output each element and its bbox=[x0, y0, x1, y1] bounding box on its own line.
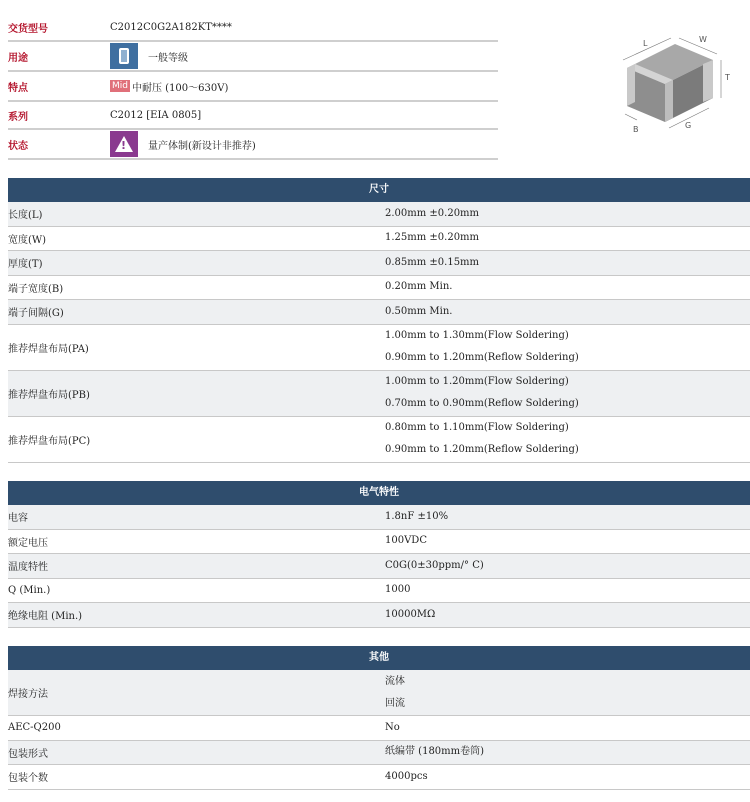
row-label: 电容 bbox=[8, 513, 28, 525]
row-label: 推荐焊盘布局(PA) bbox=[8, 343, 89, 355]
row-label: 厚度(T) bbox=[8, 259, 43, 271]
row-value: 1.8nF ±10% bbox=[385, 510, 449, 522]
row-value: 1.00mm to 1.20mm(Flow Soldering) bbox=[385, 376, 569, 387]
row-label: AEC-Q200 bbox=[8, 722, 61, 734]
row-label: 包装个数 bbox=[8, 773, 48, 785]
row-label: 宽度(W) bbox=[8, 234, 47, 246]
table-row bbox=[8, 251, 750, 276]
chip-terminal-left-front bbox=[627, 64, 635, 106]
info-row-status bbox=[8, 130, 498, 160]
table-row bbox=[8, 227, 750, 252]
table-row bbox=[8, 716, 750, 741]
table-row bbox=[8, 371, 750, 417]
row-value: 0.20mm Min. bbox=[385, 281, 453, 293]
part-number-label: 交货型号 bbox=[8, 23, 48, 35]
row-value: C0G(0±30ppm/° C) bbox=[385, 559, 484, 571]
row-values bbox=[385, 603, 750, 627]
table-row bbox=[8, 505, 750, 530]
table-row bbox=[8, 417, 750, 463]
row-values bbox=[385, 417, 750, 462]
row-values bbox=[385, 227, 750, 251]
dimensions-title: 尺寸 bbox=[8, 178, 750, 202]
row-values bbox=[385, 530, 750, 554]
info-row-usage bbox=[8, 42, 498, 72]
row-label: 包装形式 bbox=[8, 748, 48, 760]
warning-icon bbox=[110, 131, 138, 157]
row-value: 0.70mm to 0.90mm(Reflow Soldering) bbox=[385, 398, 579, 409]
row-value: 0.80mm to 1.10mm(Flow Soldering) bbox=[385, 422, 569, 433]
dimensions-table bbox=[8, 178, 750, 463]
dim-label-l: L bbox=[643, 39, 648, 48]
row-values bbox=[385, 325, 750, 370]
info-row-feature bbox=[8, 72, 498, 102]
chip-terminal-right-side bbox=[703, 60, 713, 102]
feature-value-wrap bbox=[110, 79, 228, 94]
row-label: 绝缘电阻 (Min.) bbox=[8, 611, 83, 623]
table-row bbox=[8, 276, 750, 301]
row-values bbox=[385, 716, 750, 740]
row-label: 端子宽度(B) bbox=[8, 283, 64, 295]
electrical-title: 电气特性 bbox=[8, 481, 750, 505]
usage-value-wrap bbox=[110, 43, 188, 69]
table-row bbox=[8, 670, 750, 716]
row-value: 0.50mm Min. bbox=[385, 305, 453, 317]
status-label: 状态 bbox=[8, 140, 28, 152]
row-values bbox=[385, 371, 750, 416]
row-values bbox=[385, 276, 750, 300]
row-value: 流体 bbox=[385, 675, 405, 687]
chip-terminal-edge bbox=[665, 80, 673, 122]
row-values bbox=[385, 251, 750, 275]
row-value: No bbox=[385, 721, 400, 733]
row-value: 0.85mm ±0.15mm bbox=[385, 256, 480, 268]
row-value: 0.90mm to 1.20mm(Reflow Soldering) bbox=[385, 444, 579, 455]
series-label: 系列 bbox=[8, 111, 28, 123]
table-row bbox=[8, 554, 750, 579]
table-row bbox=[8, 530, 750, 555]
row-label: 额定电压 bbox=[8, 537, 48, 549]
row-label: 焊接方法 bbox=[8, 689, 48, 700]
row-value: 2.00mm ±0.20mm bbox=[385, 207, 480, 219]
row-value: 0.90mm to 1.20mm(Reflow Soldering) bbox=[385, 352, 579, 363]
other-title: 其他 bbox=[8, 646, 750, 670]
usage-label: 用途 bbox=[8, 52, 28, 64]
info-row-part bbox=[8, 14, 498, 42]
series-value: C2012 [EIA 0805] bbox=[110, 109, 202, 121]
dim-label-w: W bbox=[699, 35, 707, 44]
row-value: 1.25mm ±0.20mm bbox=[385, 232, 480, 244]
row-value: 纸编带 (180mm卷筒) bbox=[385, 746, 485, 758]
row-values bbox=[385, 554, 750, 578]
row-label: 长度(L) bbox=[8, 210, 43, 222]
row-value: 10000MΩ bbox=[385, 608, 436, 620]
info-row-series bbox=[8, 102, 498, 130]
product-info bbox=[8, 14, 498, 160]
row-value: 1.00mm to 1.30mm(Flow Soldering) bbox=[385, 330, 569, 341]
table-row bbox=[8, 579, 750, 604]
row-value: 回流 bbox=[385, 697, 405, 709]
usage-value: 一般等级 bbox=[148, 52, 188, 64]
row-values bbox=[385, 579, 750, 603]
dim-label-t: T bbox=[725, 73, 730, 82]
row-label: 温度特性 bbox=[8, 562, 48, 574]
table-row bbox=[8, 741, 750, 766]
dim-label-g: G bbox=[685, 121, 692, 130]
table-row bbox=[8, 325, 750, 371]
table-row bbox=[8, 300, 750, 325]
table-row bbox=[8, 765, 750, 790]
electrical-table bbox=[8, 481, 750, 628]
row-values bbox=[385, 202, 750, 226]
table-row bbox=[8, 202, 750, 227]
row-values bbox=[385, 741, 750, 765]
table-row bbox=[8, 603, 750, 628]
row-label: 推荐焊盘布局(PC) bbox=[8, 435, 91, 447]
chip-dimension-drawing bbox=[605, 30, 735, 150]
status-value-wrap bbox=[110, 131, 256, 157]
row-value: 100VDC bbox=[385, 535, 427, 547]
other-table bbox=[8, 646, 750, 790]
row-value: 1000 bbox=[385, 584, 411, 596]
feature-value: 中耐压 (100～630V) bbox=[131, 82, 229, 94]
dim-label-b: B bbox=[633, 125, 639, 134]
feature-label: 特点 bbox=[8, 82, 28, 94]
row-label: 推荐焊盘布局(PB) bbox=[8, 389, 90, 401]
row-values bbox=[385, 765, 750, 789]
part-number-value: C2012C0G2A182KT**** bbox=[110, 21, 232, 33]
row-values bbox=[385, 505, 750, 529]
row-label: 端子间隔(G) bbox=[8, 308, 64, 320]
row-values bbox=[385, 300, 750, 324]
mid-voltage-badge: Mid bbox=[112, 81, 128, 91]
row-values bbox=[385, 670, 750, 715]
smartphone-icon bbox=[110, 43, 138, 69]
status-value: 量产体制(新设计非推荐) bbox=[148, 140, 256, 152]
row-value: 4000pcs bbox=[385, 770, 428, 782]
row-label: Q (Min.) bbox=[8, 584, 51, 596]
